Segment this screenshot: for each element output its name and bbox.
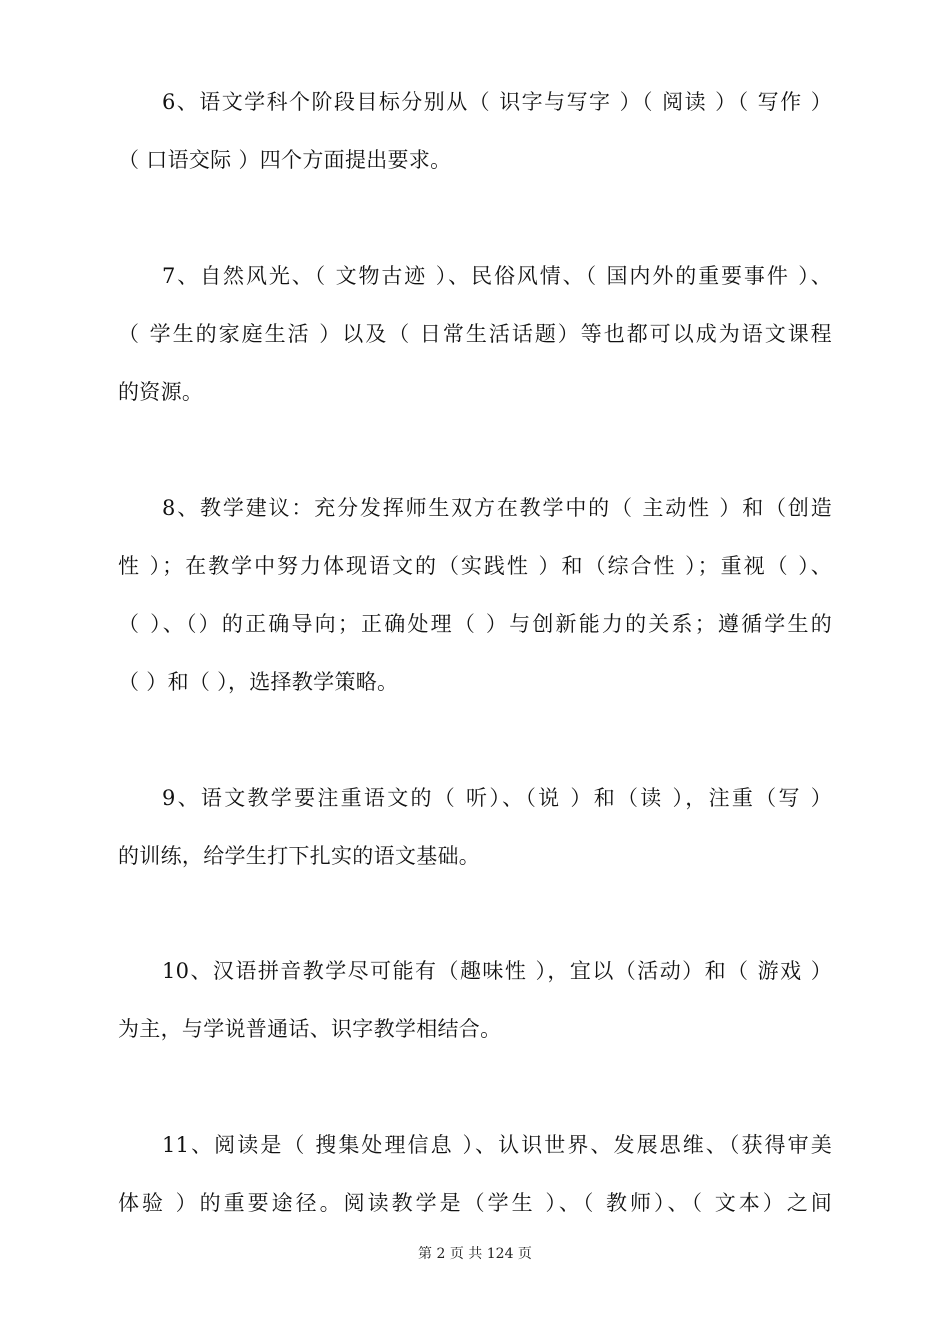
- paragraph-6-line-1: 6、语文学科个阶段目标分别从（ 识字与写字 ）（ 阅读 ）（ 写作 ）: [162, 90, 832, 114]
- paragraph-7-line-1: 7、自然风光、（ 文物古迹 ）、民俗风情、（ 国内外的重要事件 ）、: [162, 264, 832, 288]
- paragraph-9-line-2: 的训练，给学生打下扎实的语文基础。: [118, 844, 481, 868]
- paragraph-10-line-2: 为主，与学说普通话、识字教学相结合。: [118, 1017, 502, 1041]
- paragraph-6-line-2: （ 口语交际 ）四个方面提出要求。: [118, 148, 452, 172]
- page-footer: 第 2 页 共 124 页: [418, 1246, 532, 1262]
- paragraph-8-line-1: 8、教学建议：充分发挥师生双方在教学中的（ 主动性 ）和（创造: [162, 496, 832, 520]
- paragraph-7-line-3: 的资源。: [118, 380, 204, 404]
- paragraph-10-line-1: 10、汉语拼音教学尽可能有（趣味性 ），宜以（活动）和（ 游戏 ）: [162, 959, 832, 983]
- paragraph-9-line-1: 9、语文教学要注重语文的（ 听）、（说 ）和（读 ），注重（写 ）: [162, 786, 832, 810]
- paragraph-8-line-3: （ ）、（）的正确导向；正确处理（ ）与创新能力的关系；遵循学生的: [118, 612, 832, 636]
- paragraph-11-line-1: 11、阅读是（ 搜集处理信息 ）、认识世界、发展思维、（获得审美: [162, 1133, 832, 1157]
- paragraph-7-line-2: （ 学生的家庭生活 ）以及（ 日常生活话题）等也都可以成为语文课程: [118, 322, 832, 346]
- paragraph-11-line-2: 体验 ）的重要途径。阅读教学是（学生 ）、（ 教师）、（ 文本）之间: [118, 1191, 832, 1215]
- paragraph-8-line-2: 性 ）；在教学中努力体现语文的（实践性 ）和（综合性 ）；重视（ ）、: [118, 554, 832, 578]
- paragraph-8-line-4: （ ）和（ ），选择教学策略。: [118, 670, 399, 694]
